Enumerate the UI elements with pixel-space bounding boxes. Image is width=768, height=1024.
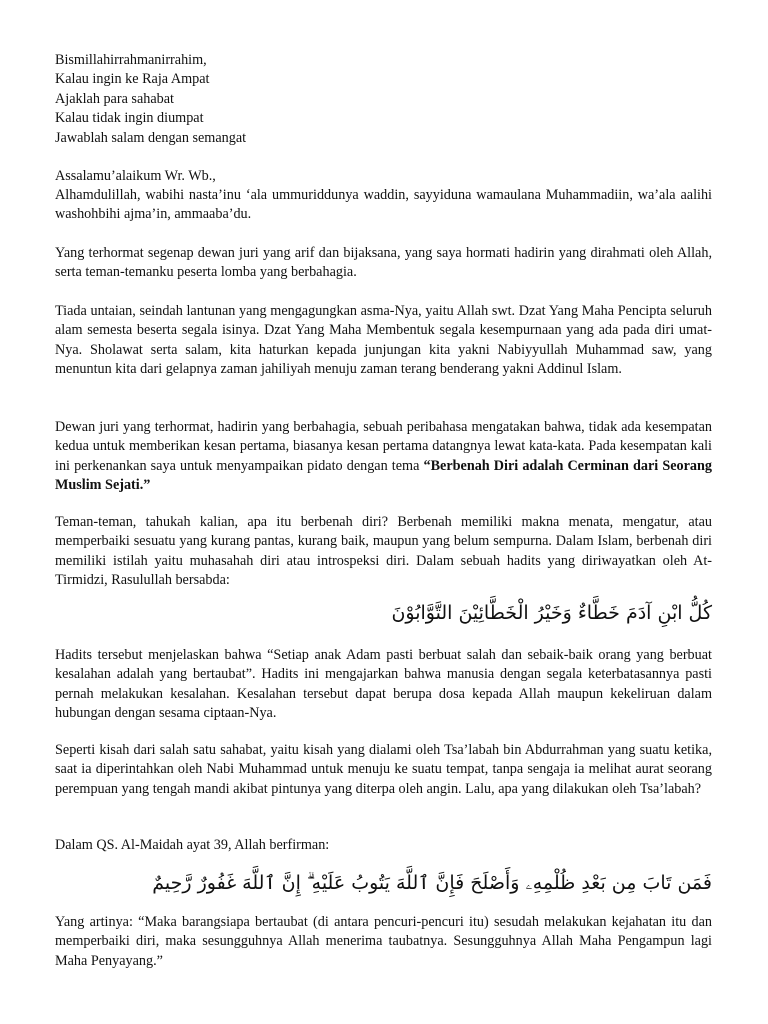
paragraph-verse-intro: Dalam QS. Al-Maidah ayat 39, Allah berfirman: (55, 837, 330, 853)
paragraph-theme (55, 418, 712, 496)
paragraph-story: Seperti kisah dari salah satu sahabat, yaitu kisah yang dialami oleh Tsa’labah bin Abdurrahman yang suatu ketika, saat ia diperintahkan oleh Nabi Muhammad untuk menuju ke suatu tempat, tanpa sengaja ia melihat aurat seorang perempuan yang tengah mandi akibat pintunya yang diterpa oleh angin. Lalu, apa yang dilakukan oleh Tsa’labah? (55, 742, 712, 797)
hadith-arabic: كُلُّ ابْنِ آدَمَ خَطَّاءٌ وَخَيْرُ الْخَطَّائِيْنَ التَّوَّابُوْنَ (391, 602, 712, 624)
verse-arabic: فَمَن تَابَ مِن بَعْدِ ظُلْمِهِۦ وَأَصْلَحَ فَإِنَّ ٱللَّهَ يَتُوبُ عَلَيْهِ ۗ إِنَّ ٱللَّهَ غَفُورٌ رَّحِيمٌ (152, 872, 712, 894)
paragraph-verse-translation: Yang artinya: “Maka barangsiapa bertaubat (di antara pencuri-pencuri itu) sesudah melakukan kejahatan itu dan memperbaiki diri, maka sesungguhnya Allah menerima taubatnya. Sesungguhnya Allah Maha Pengampun lagi Maha Penyayang.” (55, 914, 712, 969)
theme-intro-text: Dewan juri yang terhormat, hadirin yang berbahagia, sebuah peribahasa mengatakan bahwa, tidak ada kesempatan kedua untuk memberikan kesan pertama, biasanya kesan pertama datangnya lewat kata-kata. Pada kesempatan kali ini perkenankan saya untuk menyampaikan pidato dengan tema (55, 419, 712, 474)
opening-line: Kalau tidak ingin diumpat (55, 110, 204, 127)
paragraph-praise: Tiada untaian, seindah lantunan yang mengagungkan asma-Nya, yaitu Allah swt. Dzat Yang Maha Pencipta seluruh alam semesta beserta segala isinya. Dzat Yang Maha Membentuk segala kesempurnaan yang ada pada diri umat-Nya. Sholawat serta salam, kita haturkan kepada junjungan kita yakni Nabiyyullah Muhammad saw, yang menuntun kita dari gelapnya zaman jahiliyah menuju zaman terang benderang yakni Addinul Islam. (55, 303, 712, 378)
hamdalah-paragraph: Alhamdulillah, wabihi nasta’inu ‘ala ummuriddunya waddin, sayyiduna wamaulana Muhammadiin, wa’ala aalihi washohbihi ajma’in, ammaaba’du. (55, 187, 712, 223)
opening-line: Jawablah salam dengan semangat (55, 129, 247, 146)
opening-line: Kalau ingin ke Raja Ampat (55, 71, 210, 88)
speech-theme: “Berbenah Diri adalah Cerminan dari Seorang Muslim Sejati.” (55, 457, 712, 494)
salam-greeting: Assalamu’alaikum Wr. Wb., (55, 168, 216, 184)
opening-line: Ajaklah para sahabat (55, 90, 174, 107)
paragraph-hadith-explanation: Hadits tersebut menjelaskan bahwa “Setiap anak Adam pasti berbuat salah dan sebaik-baik orang yang berbuat kesalahan adalah yang bertaubat”. Hadits ini mengajarkan bahwa manusia dengan segala keterbatasannya pasti pernah melakukan kesalahan. Kesalahan tersebut dapat berupa dosa kepada Allah maupun kekeliruan dalam hubungan dengan sesama ciptaan-Nya. (55, 647, 712, 722)
paragraph-greeting-jury: Yang terhormat segenap dewan juri yang arif dan bijaksana, yang saya hormati hadirin yang dirahmati oleh Allah, serta teman-temanku peserta lomba yang berbahagia. (55, 245, 712, 281)
opening-pantun (55, 51, 712, 148)
opening-line: Bismillahirrahmanirrahim, (55, 52, 207, 68)
paragraph-berbenah: Teman-teman, tahukah kalian, apa itu berbenah diri? Berbenah memiliki makna menata, mengatur, atau memperbaiki sesuatu yang kurang pantas, kurang baik, maupun yang belum sempurna. Dalam Islam, berbenah diri memiliki istilah yaitu muhasahah diri atau introspeksi diri. Dalam sebuah hadits yang diriwayatkan oleh At-Tirmidzi, Rasulullah bersabda: (55, 514, 712, 589)
